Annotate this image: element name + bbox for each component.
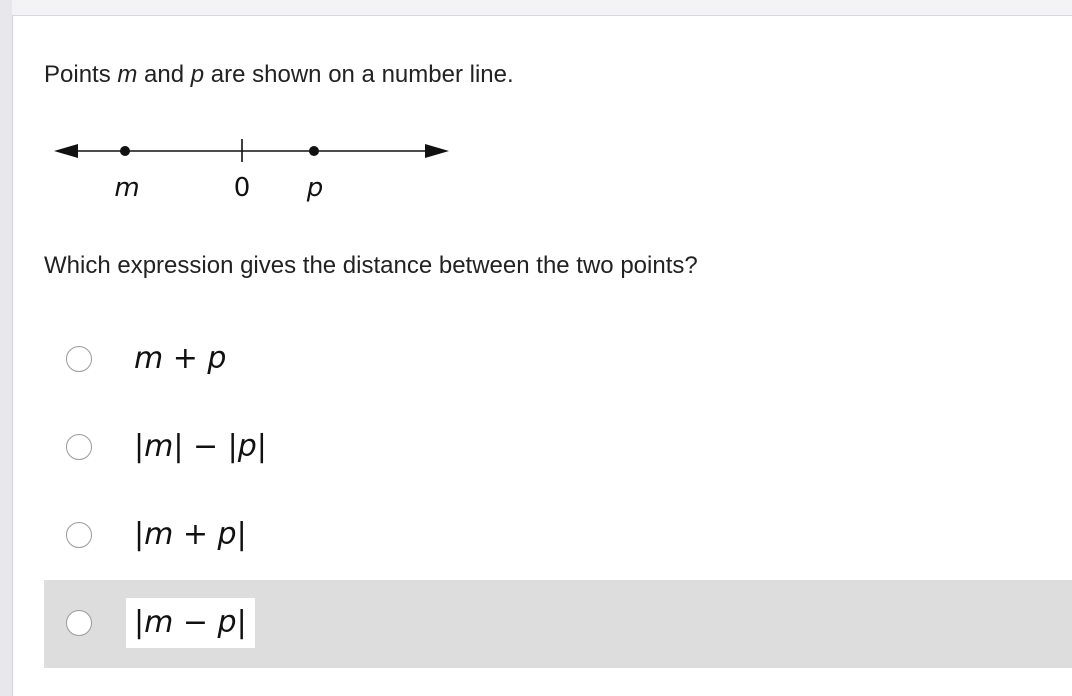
answer-choice-a[interactable] <box>44 316 1072 404</box>
point-m <box>120 146 130 156</box>
label-zero: 0 <box>233 173 251 203</box>
question-prompt: Which expression gives the distance between the two points? <box>44 252 698 279</box>
number-line-diagram <box>44 120 464 220</box>
radio-button-d[interactable] <box>66 610 92 636</box>
top-strip <box>12 0 1072 16</box>
answer-choice-b[interactable] <box>44 404 1072 492</box>
answer-choice-d[interactable] <box>44 580 1072 668</box>
stem-text-2: and <box>137 61 191 88</box>
stem-var-m: m <box>117 61 138 88</box>
choice-label-c: |m + p| <box>134 517 247 552</box>
stem-text-1: Points <box>44 61 118 88</box>
choice-label-d: |m − p| <box>126 598 255 648</box>
question-stem <box>44 61 514 89</box>
label-m: m <box>114 173 140 203</box>
point-p <box>309 146 319 156</box>
answer-choice-c[interactable] <box>44 492 1072 580</box>
radio-button-a[interactable] <box>66 346 92 372</box>
right-arrow-icon <box>425 144 449 158</box>
choice-label-a: m + p <box>134 341 227 376</box>
radio-button-b[interactable] <box>66 434 92 460</box>
radio-button-c[interactable] <box>66 522 92 548</box>
stem-text-3: are shown on a number line. <box>204 61 514 88</box>
label-p: p <box>306 173 324 203</box>
left-rail <box>0 0 13 696</box>
left-arrow-icon <box>54 144 78 158</box>
stem-var-p: p <box>190 61 205 88</box>
choice-label-b: |m| − |p| <box>134 429 267 464</box>
